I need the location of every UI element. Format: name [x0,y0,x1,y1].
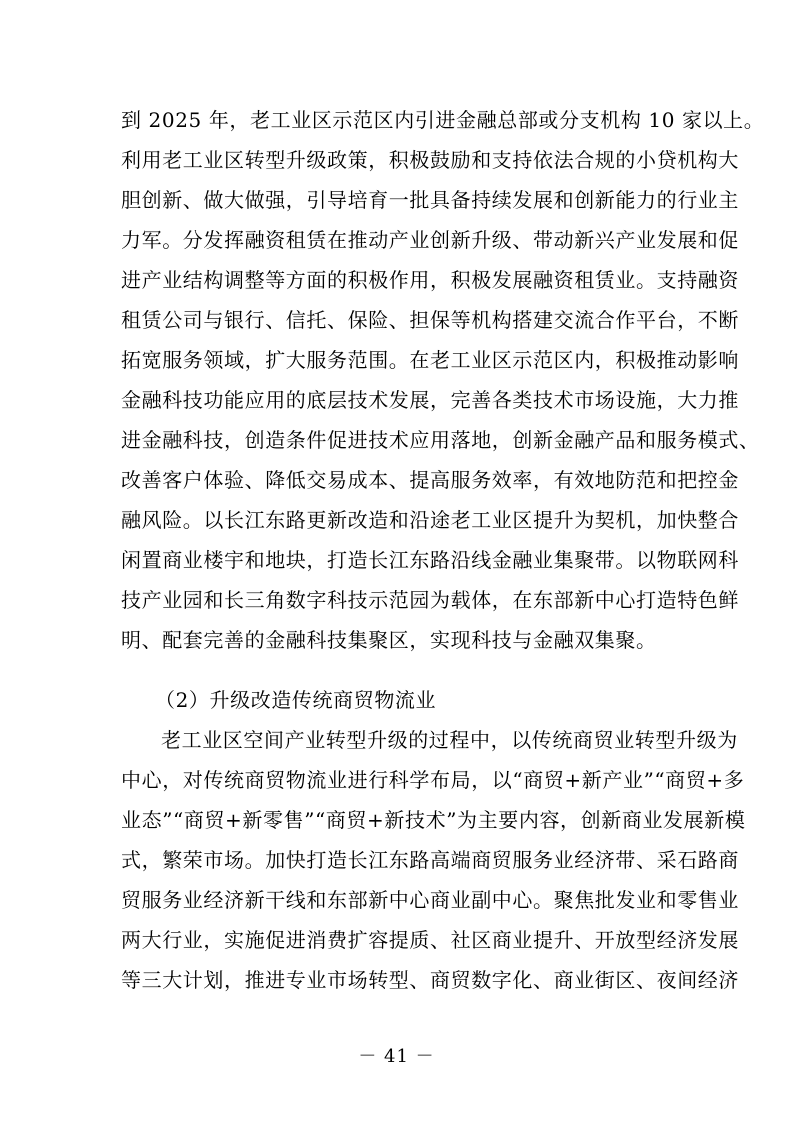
section-heading: （2）升级改造传统商贸物流业 [155,688,437,712]
page-number: － 41 － [358,1046,435,1067]
text-line: 明、配套完善的金融科技集聚区，实现科技与金融双集聚。 [121,628,657,652]
text-line: 金融科技功能应用的底层技术发展，完善各类技术市场设施，大力推 [121,388,739,412]
text-line: 中心，对传统商贸物流业进行科学布局，以“商贸+新产业”“商贸+多 [121,768,745,792]
text-line: 进金融科技，创造条件促进技术应用落地，创新金融产品和服务模式、 [121,428,760,452]
text-line: 闲置商业楼宇和地块，打造长江东路沿线金融业集聚带。以物联网科 [121,548,739,572]
text-line: 拓宽服务领域，扩大服务范围。在老工业区示范区内，积极推动影响 [121,348,739,372]
text-line: 力军。分发挥融资租赁在推动产业创新升级、带动新兴产业发展和促 [121,228,739,252]
text-line: 到 2025 年，老工业区示范区内引进金融总部或分支机构 10 家以上。 [121,108,765,132]
text-line: 业态”“商贸+新零售”“商贸+新技术”为主要内容，创新商业发展新模 [121,808,746,832]
text-line: 两大行业，实施促进消费扩容提质、社区商业提升、开放型经济发展 [121,928,739,952]
text-line: 技产业园和长三角数字科技示范园为载体，在东部新中心打造特色鲜 [121,588,739,612]
text-line: 融风险。以长江东路更新改造和沿途老工业区提升为契机，加快整合 [121,508,739,532]
paragraph-first-line: 老工业区空间产业转型升级的过程中，以传统商贸业转型升级为 [161,728,738,752]
text-line: 贸服务业经济新干线和东部新中心商业副中心。聚焦批发业和零售业 [121,888,739,912]
text-line: 胆创新、做大做强，引导培育一批具备持续发展和创新能力的行业主 [121,188,739,212]
text-line: 等三大计划，推进专业市场转型、商贸数字化、商业街区、夜间经济 [121,968,739,992]
text-line: 利用老工业区转型升级政策，积极鼓励和支持依法合规的小贷机构大 [121,148,739,172]
text-line: 租赁公司与银行、信托、保险、担保等机构搭建交流合作平台，不断 [121,308,739,332]
text-line: 进产业结构调整等方面的积极作用，积极发展融资租赁业。支持融资 [121,268,739,292]
text-line: 式，繁荣市场。加快打造长江东路高端商贸服务业经济带、采石路商 [121,848,739,872]
text-line: 改善客户体验、降低交易成本、提高服务效率，有效地防范和把控金 [121,468,739,492]
